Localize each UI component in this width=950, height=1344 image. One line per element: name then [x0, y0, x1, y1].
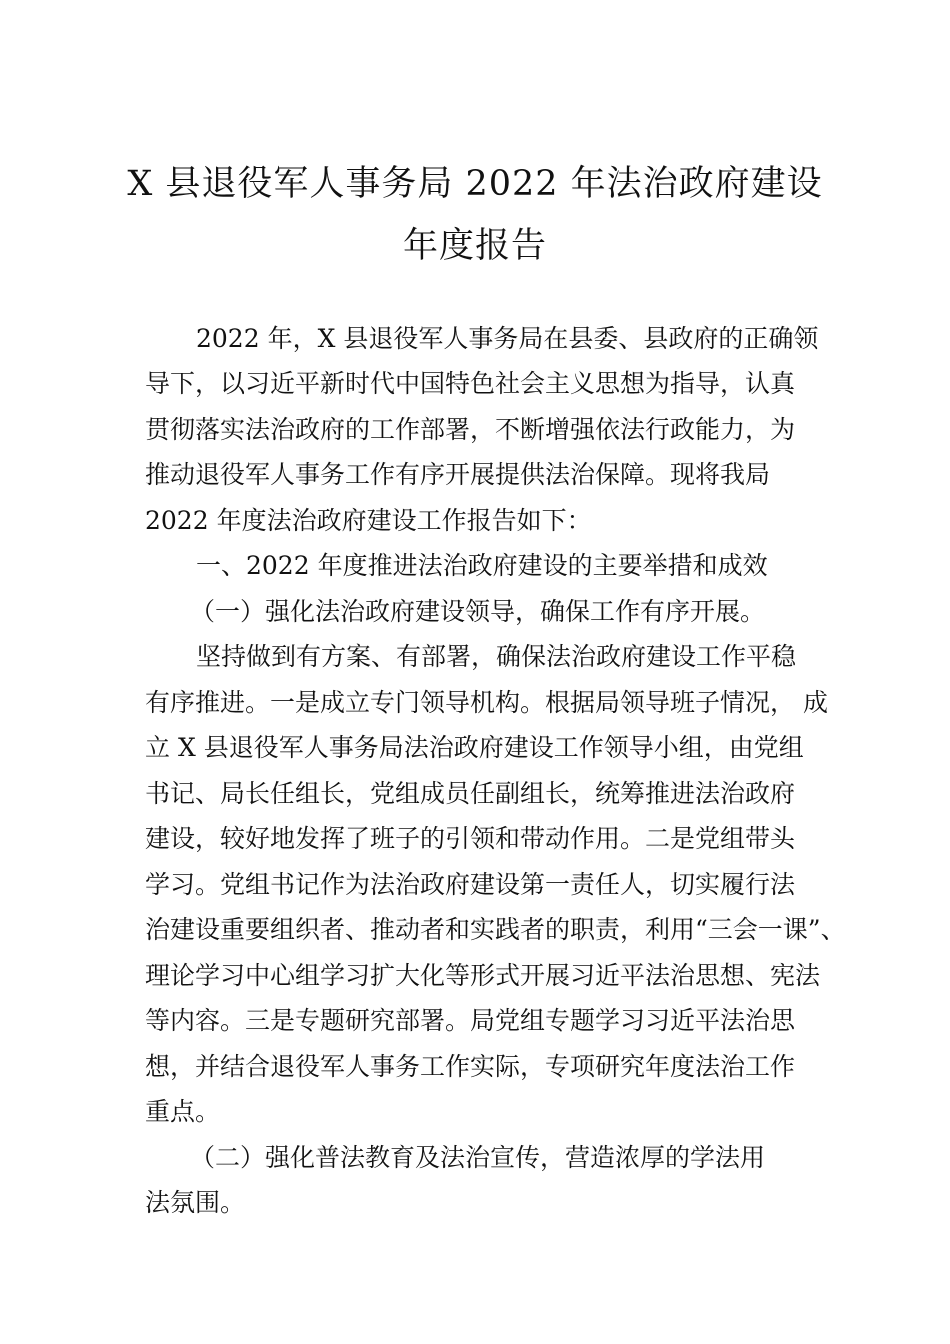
intro-line-5: 2022 年度法治政府建设工作报告如下：	[145, 506, 592, 535]
document-title-line-1: X 县退役军人事务局 2022 年法治政府建设	[127, 164, 823, 204]
subsection-2-heading-line-1: （二）强化普法教育及法治宣传，营造浓厚的学法用	[190, 1143, 766, 1172]
subsection-1-body-line-11: 重点。	[145, 1097, 221, 1126]
document-title-line-2: 年度报告	[402, 226, 547, 266]
subsection-1-body-line-2: 有序推进。一是成立专门领导机构。根据局领导班子情况， 成	[145, 688, 828, 717]
subsection-1-body-line-6: 学习。党组书记作为法治政府建设第一责任人，切实履行法	[145, 870, 796, 899]
subsection-1-body-line-10: 想，并结合退役军人事务工作实际，专项研究年度法治工作	[145, 1052, 796, 1081]
subsection-1-body-line-4: 书记、局长任组长，党组成员任副组长，统筹推进法治政府	[145, 779, 796, 808]
section-1-heading: 一、2022 年度推进法治政府建设的主要举措和成效	[196, 551, 768, 580]
intro-line-4: 推动退役军人事务工作有序开展提供法治保障。现将我局	[145, 460, 771, 489]
intro-line-1: 2022 年，X 县退役军人事务局在县委、县政府的正确领	[196, 324, 819, 353]
intro-line-2: 导下，以习近平新时代中国特色社会主义思想为指导，认真	[145, 369, 796, 398]
subsection-1-body-line-7: 治建设重要组织者、推动者和实践者的职责，利用“三会一课”、	[145, 915, 846, 944]
subsection-1-heading: （一）强化法治政府建设领导，确保工作有序开展。	[190, 597, 766, 626]
subsection-2-heading-line-2: 法氛围。	[145, 1188, 246, 1217]
subsection-1-body-line-3: 立 X 县退役军人事务局法治政府建设工作领导小组，由党组	[145, 733, 804, 762]
subsection-1-body-line-5: 建设，较好地发挥了班子的引领和带动作用。二是党组带头	[145, 824, 796, 853]
intro-line-3: 贯彻落实法治政府的工作部署，不断增强依法行政能力，为	[145, 415, 796, 444]
subsection-1-body-line-8: 理论学习中心组学习扩大化等形式开展习近平法治思想、宪法	[145, 961, 821, 990]
subsection-1-body-line-9: 等内容。三是专题研究部署。局党组专题学习习近平法治思	[145, 1006, 796, 1035]
subsection-1-body-line-1: 坚持做到有方案、有部署，确保法治政府建设工作平稳	[196, 642, 797, 671]
